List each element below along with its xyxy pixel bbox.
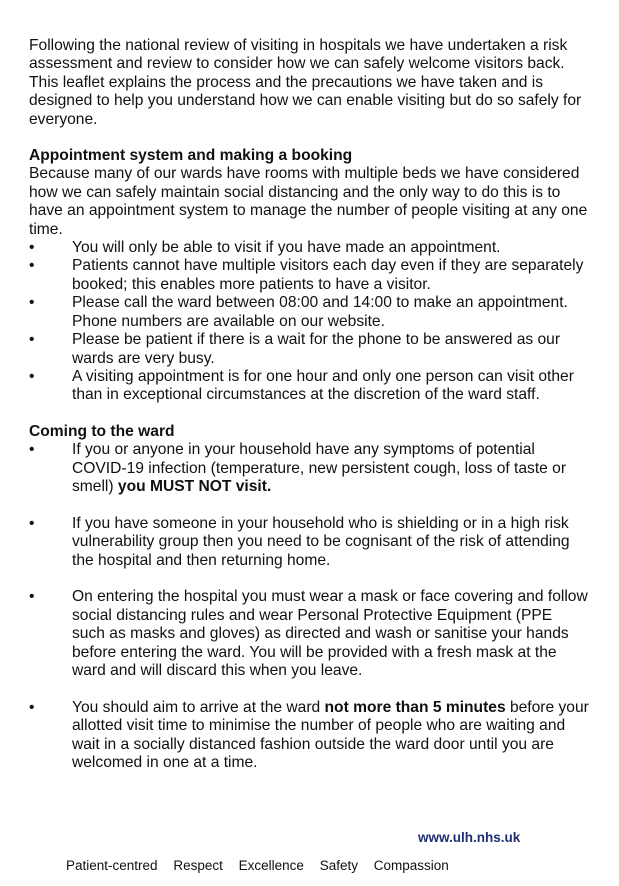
bullet-icon: • — [29, 588, 35, 606]
bullet-icon: • — [29, 294, 35, 312]
list-item: • Please call the ward between 08:00 and 14:00 to make an appointment. Phone numbers are available on our website. — [29, 294, 568, 330]
coming-to-ward-section — [29, 423, 589, 773]
appointment-body: Because many of our wards have rooms with multiple beds we have considered how we can safely maintain social distancing and the only way to do this is to have an appointment system to manage the number of people visiting at any one time. — [29, 165, 588, 238]
appointment-list — [29, 239, 589, 405]
list-item: • A visiting appointment is for one hour and only one person can visit other than in exceptional circumstances at the discretion of the ward staff. — [29, 367, 574, 404]
list-item: • Patients cannot have multiple visitors each day even if they are separately booked; this enables more patients to have a visitor. — [29, 257, 584, 293]
value-respect: Respect — [173, 858, 223, 873]
leaflet-page — [29, 37, 589, 772]
website-link[interactable]: www.ulh.nhs.uk — [418, 830, 521, 845]
bullet-icon: • — [29, 239, 35, 257]
emphasis-text: not more than 5 minutes — [324, 698, 506, 716]
bullet-icon: • — [29, 331, 35, 349]
list-item: • If you or anyone in your household have any symptoms of potential COVID-19 infection (temperature, new persistent cough, loss of taste or smell) you MUST NOT visit. — [29, 441, 567, 495]
list-item: • You will only be able to visit if you have made an appointment. — [29, 239, 501, 257]
bullet-icon: • — [29, 257, 35, 275]
bullet-icon: • — [29, 441, 35, 459]
appointment-section — [29, 147, 589, 405]
bullet-icon: • — [29, 698, 35, 716]
bullet-icon: • — [29, 514, 35, 532]
appointment-heading: Appointment system and making a booking — [29, 147, 353, 165]
value-safety: Safety — [319, 858, 358, 873]
value-patient-centred: Patient-centred — [66, 858, 158, 873]
coming-heading: Coming to the ward — [29, 422, 175, 440]
list-item: • On entering the hospital you must wear a mask or face covering and follow social distancing rules and wear Personal Protective Equipment (PPE such as masks and gloves) as directed and wash or sanitise your hands before entering the ward. You will be provided with a fresh mask at the ward and will discard this when you leave. — [29, 588, 588, 679]
value-excellence: Excellence — [238, 858, 304, 873]
value-compassion: Compassion — [373, 858, 449, 873]
list-item: • If you have someone in your household who is shielding or in a high risk vulnerability group then you need to be cognisant of the risk of attending the hospital and then returning home. — [29, 514, 570, 569]
coming-list — [29, 441, 589, 772]
emphasis-text: you MUST NOT visit. — [117, 477, 272, 495]
list-item: • You should aim to arrive at the ward not more than 5 minutes before your allotted visit time to minimise the number of people who are waiting and wait in a socially distanced fashion outside the ward door until you are welcomed in one at a time. — [29, 698, 589, 771]
trust-values — [66, 857, 461, 875]
intro-paragraph: Following the national review of visiting in hospitals we have undertaken a risk assessment and review to consider how we can safely welcome visitors back. This leaflet explains the process and the precautions we have taken and is designed to help you understand how we can enable visiting but do so safely for everyone. — [29, 37, 582, 128]
list-item: • Please be patient if there is a wait for the phone to be answered as our wards are very busy. — [29, 331, 561, 367]
bullet-icon: • — [29, 367, 35, 385]
